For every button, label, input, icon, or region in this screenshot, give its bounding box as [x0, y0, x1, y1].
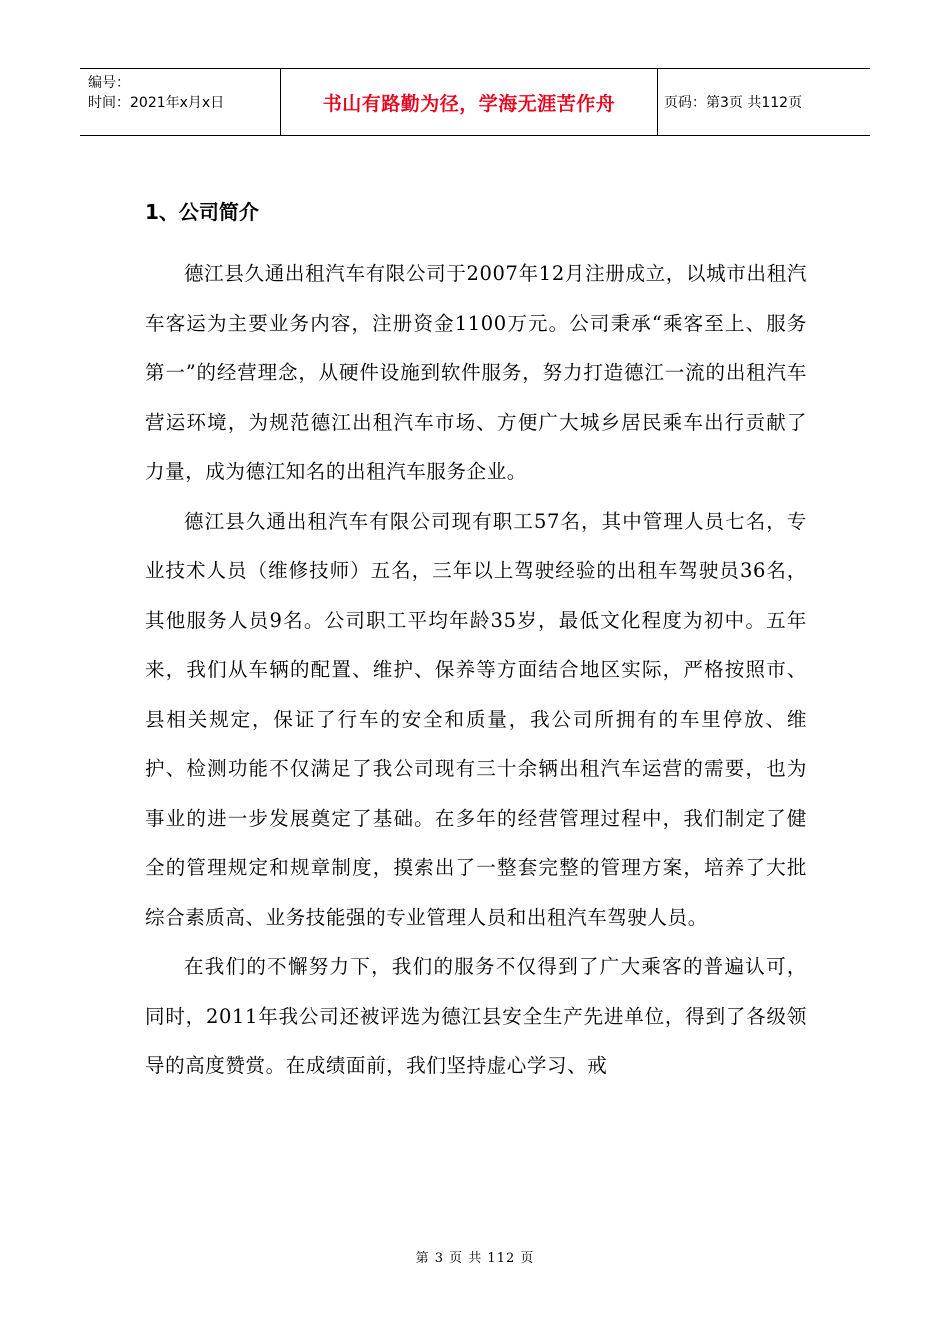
section-title: 1、公司简介 [145, 200, 259, 224]
page-footer: 第 3 页 共 112 页 [415, 1251, 535, 1266]
document-number-label: 编号： [88, 75, 130, 91]
page-header [80, 68, 870, 136]
paragraph: 在我们的不懈努力下，我们的服务不仅得到了广大乘客的普遍认可，同时，2011年我公司还被评选为德江县安全生产先进单位，得到了各级领导的高度赞赏。在成绩面前，我们坚持虚心学习、戒 [145, 955, 807, 1077]
paragraph: 德江县久通出租汽车有限公司现有职工57名，其中管理人员七名，专业技术人员（维修技师）五名，三年以上驾驶经验的出租车驾驶员36名，其他服务人员9名。公司职工平均年龄35岁，最低文化程度为初中。五年来，我们从车辆的配置、维护、保养等方面结合地区实际，严格按照市、县相关规定，保证了行车的安全和质量，我公司所拥有的车里停放、维护、检测功能不仅满足了我公司现有三十余辆出租汽车运营的需要，也为事业的进一步发展奠定了基础。在多年的经营管理过程中，我们制定了健全的管理规定和规章制度，摸索出了一整套完整的管理方案，培养了大批综合素质高、业务技能强的专业管理人员和出租汽车驾驶人员。 [145, 509, 807, 929]
header-motto: 书山有路勤为径，学海无涯苦作舟 [281, 69, 658, 135]
document-body [145, 197, 807, 1091]
header-meta [80, 69, 281, 135]
paragraph: 德江县久通出租汽车有限公司于2007年12月注册成立，以城市出租汽车客运为主要业务内容，注册资金1100万元。公司秉承“乘客至上、服务第一”的经营理念，从硬件设施到软件服务，努力打造德江一流的出租汽车营运环境，为规范德江出租汽车市场、方便广大城乡居民乘车出行贡献了力量，成为德江知名的出租汽车服务企业。 [145, 262, 807, 483]
document-date: 时间：2021年x月x日 [88, 95, 225, 111]
header-page-info: 页码：第3页 共112页 [664, 95, 803, 111]
